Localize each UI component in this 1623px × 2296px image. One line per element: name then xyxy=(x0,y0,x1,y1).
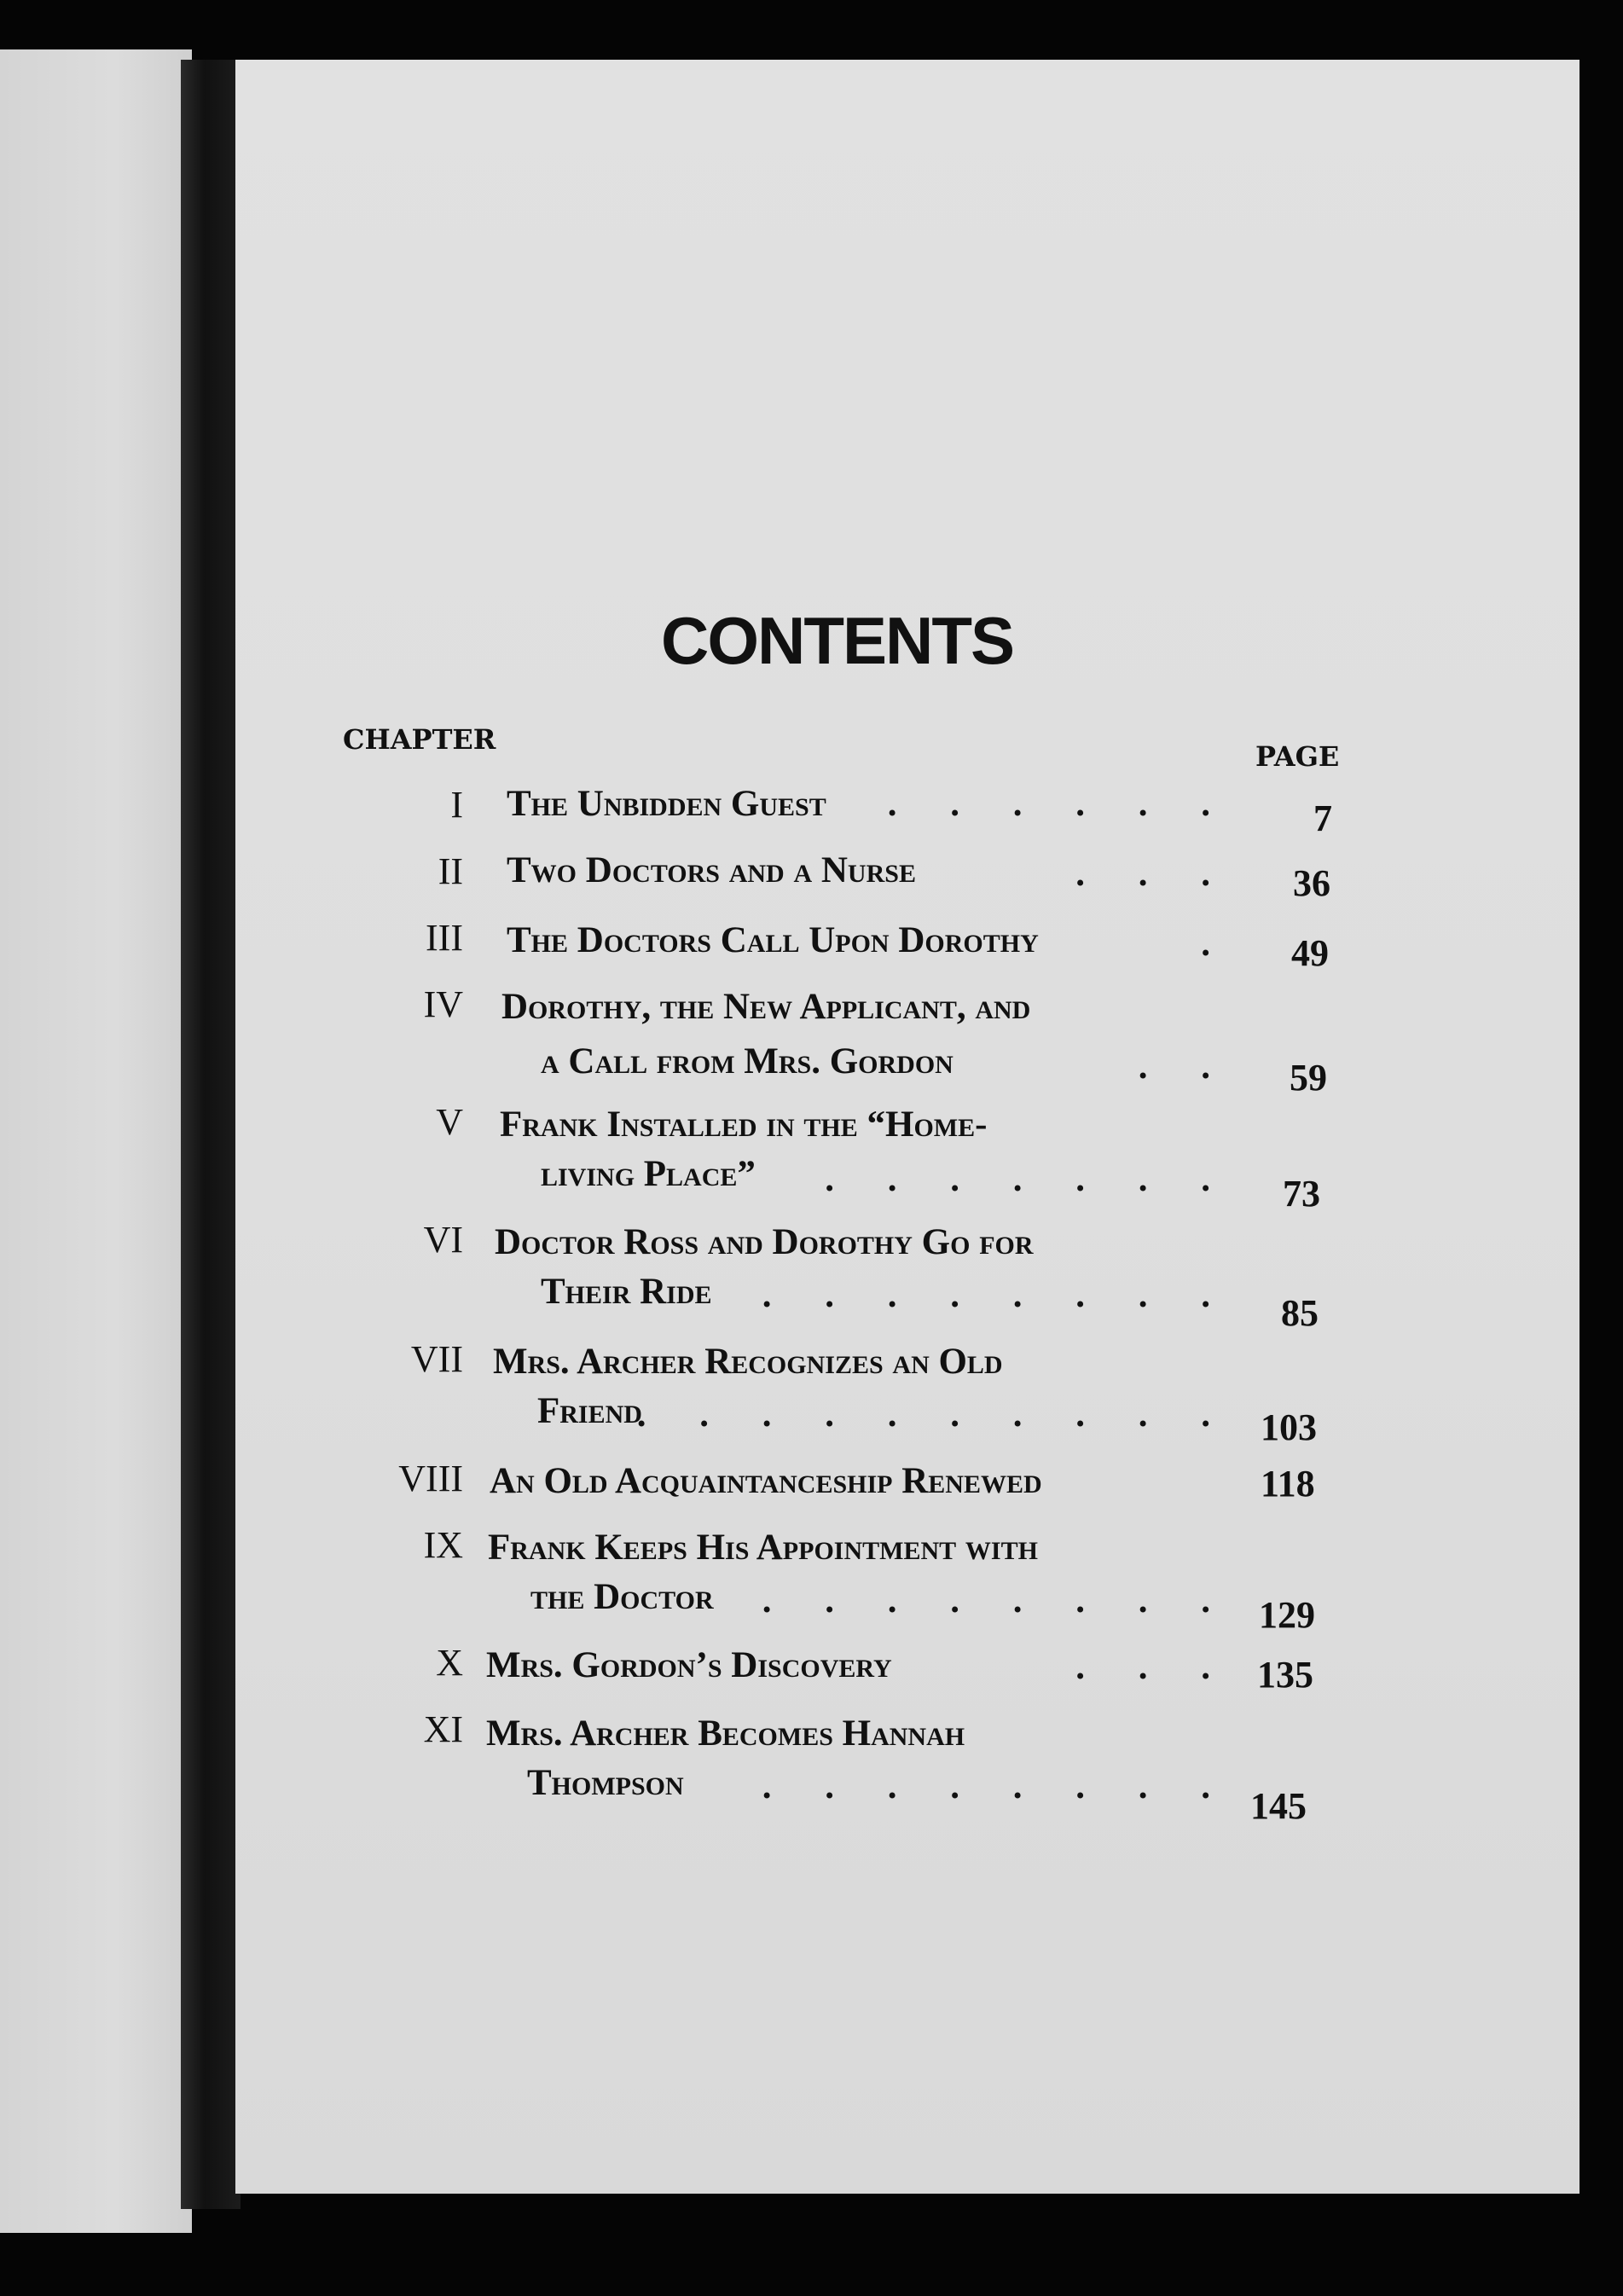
book-gutter xyxy=(181,60,241,2209)
chapter-title-line-2: Their Ride xyxy=(541,1272,712,1312)
page-number: 85 xyxy=(1281,1292,1319,1334)
page-number: 49 xyxy=(1291,932,1329,974)
page-number: 73 xyxy=(1283,1173,1320,1215)
left-page-edge xyxy=(0,49,192,2233)
chapter-numeral: V xyxy=(436,1101,463,1143)
chapter-numeral: IV xyxy=(423,983,463,1025)
page-number: 118 xyxy=(1261,1463,1315,1505)
chapter-numeral: VIII xyxy=(398,1458,463,1499)
page-number: 129 xyxy=(1259,1594,1315,1636)
page-number: 36 xyxy=(1293,862,1330,904)
chapter-title-line-1: The Unbidden Guest xyxy=(507,784,826,824)
chapter-numeral: XI xyxy=(423,1708,463,1750)
chapter-title-line-1: Frank Installed in the “Home- xyxy=(500,1105,988,1145)
chapter-title-line-1: Frank Keeps His Appointment with xyxy=(488,1528,1038,1568)
chapter-numeral: VI xyxy=(423,1219,463,1261)
chapter-numeral: II xyxy=(438,850,463,892)
chapter-numeral: X xyxy=(436,1642,463,1684)
page-number: 145 xyxy=(1250,1785,1307,1827)
leader-dots: . xyxy=(1201,924,1232,964)
chapter-title-line-1: Mrs. Archer Becomes Hannah xyxy=(486,1713,965,1754)
page-number: 7 xyxy=(1313,797,1332,839)
page-column-header: PAGE xyxy=(1255,740,1340,773)
chapter-title-line-1: Dorothy, the New Applicant, and xyxy=(501,987,1031,1027)
chapter-title-line-2: living Place” xyxy=(541,1154,756,1194)
chapter-title-line-1: Mrs. Gordon’s Discovery xyxy=(486,1645,892,1685)
chapter-title-line-2: Friend xyxy=(537,1391,642,1431)
page-number: 103 xyxy=(1261,1406,1317,1448)
leader-dots: . . . xyxy=(1075,1647,1232,1687)
leader-dots: . . . xyxy=(1075,854,1232,894)
chapter-numeral: IX xyxy=(423,1524,463,1566)
chapter-title-line-1: The Doctors Call Upon Dorothy xyxy=(507,920,1039,960)
leader-dots: . . . . . . . xyxy=(825,1159,1232,1199)
chapter-numeral: III xyxy=(426,917,463,959)
page-number: 135 xyxy=(1257,1654,1313,1696)
chapter-title-line-1: Two Doctors and a Nurse xyxy=(507,850,916,890)
chapter-title-line-2: Thompson xyxy=(527,1763,684,1803)
chapter-title-line-2: the Doctor xyxy=(530,1577,714,1617)
leader-dots: . . . . . . . . . . xyxy=(636,1394,1232,1435)
leader-dots: . . . . . . . . xyxy=(762,1580,1232,1621)
page-title: CONTENTS xyxy=(661,603,1013,678)
leader-dots: . . . . . . xyxy=(887,784,1232,824)
chapter-title-line-1: Doctor Ross and Dorothy Go for xyxy=(495,1222,1034,1262)
leader-dots: . . . . . . . . xyxy=(762,1766,1232,1806)
chapter-numeral: VII xyxy=(410,1338,463,1380)
chapter-title-line-2: a Call from Mrs. Gordon xyxy=(541,1041,954,1081)
chapter-column-header: CHAPTER xyxy=(343,723,496,756)
leader-dots: . . . . . . . . xyxy=(762,1275,1232,1315)
chapter-numeral: I xyxy=(450,784,463,826)
chapter-title-line-1: An Old Acquaintanceship Renewed xyxy=(490,1461,1042,1501)
page-number: 59 xyxy=(1290,1057,1327,1099)
chapter-title-line-1: Mrs. Archer Recognizes an Old xyxy=(493,1342,1003,1382)
leader-dots: . . xyxy=(1138,1047,1232,1087)
